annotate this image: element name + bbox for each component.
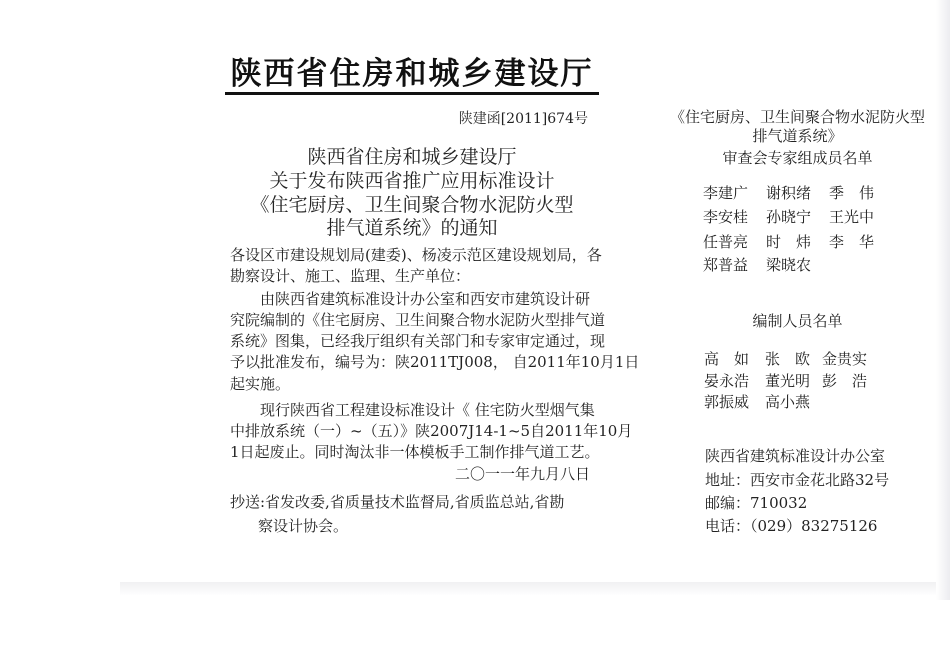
body-line: 1日起废止。同时淘汰非一体模板手工制作排气道工艺。	[230, 443, 600, 461]
review-title: 审查会专家组成员名单	[722, 149, 873, 167]
body-line: 各设区市建设规划局(建委)、杨凌示范区建设规划局，各	[230, 246, 602, 264]
person-name: 董光明	[765, 372, 811, 390]
notice-title-line: 关于发布陕西省推广应用标准设计	[269, 170, 555, 192]
scan-edge	[936, 0, 950, 600]
body-line: 现行陕西省工程建设标准设计《 住宅防火型烟气集	[230, 401, 595, 419]
header-rule	[225, 92, 599, 95]
review-title: 《住宅厨房、卫生间聚合物水泥防火型	[669, 108, 925, 126]
person-name: 李安桂	[703, 208, 749, 226]
agency-header: 陕西省住房和城乡建设厅	[230, 56, 594, 92]
person-name: 梁晓农	[766, 256, 812, 274]
notice-date: 二〇一一年九月八日	[454, 465, 590, 483]
body-line: 究院编制的《住宅厨房、卫生间聚合物水泥防火型排气道	[230, 311, 606, 329]
body-line: 系统》图集，已经我厅组织有关部门和专家审定通过，现	[230, 332, 606, 350]
scan-shadow	[120, 582, 950, 596]
document-number: 陕建函[2011]674号	[458, 111, 588, 127]
body-line: 勘察设计、施工、监理、生产单位：	[230, 267, 471, 285]
cc-line: 抄送:省发改委,省质量技术监督局,省质监总站,省勘	[230, 493, 565, 511]
person-name: 季 伟	[829, 184, 875, 202]
office-name: 陕西省建筑标准设计办公室	[705, 447, 886, 465]
office-phone: 电话：（029）83275126	[705, 517, 878, 535]
person-name: 郑普益	[703, 256, 749, 274]
body-line: 中排放系统（一）~（五）》陕2007J14-1~5自2011年10月	[230, 422, 633, 440]
person-name: 王光中	[829, 208, 875, 226]
person-name: 任普亮	[703, 233, 749, 251]
person-name: 谢积绪	[766, 184, 812, 202]
person-name: 晏永浩	[704, 372, 750, 390]
office-address: 地址：西安市金花北路32号	[705, 471, 890, 489]
person-name: 孙晓宁	[766, 208, 812, 226]
body-line: 起实施。	[230, 375, 291, 393]
office-postcode: 邮编：710032	[705, 494, 808, 512]
person-name: 高 如	[704, 350, 750, 368]
person-name: 李 华	[829, 233, 875, 251]
body-line: 由陕西省建筑标准设计办公室和西安市建筑设计研	[230, 290, 591, 308]
compilers-title: 编制人员名单	[752, 312, 843, 330]
notice-title-line: 《住宅厨房、卫生间聚合物水泥防火型	[250, 194, 574, 216]
person-name: 郭振威	[704, 393, 750, 411]
person-name: 金贵实	[822, 350, 868, 368]
person-name: 李建广	[703, 184, 749, 202]
body-line: 予以批准发布，编号为：陕2011TJ008， 自2011年10月1日	[230, 353, 640, 371]
notice-title-line: 陕西省住房和城乡建设厅	[307, 146, 517, 168]
person-name: 高小燕	[765, 393, 811, 411]
review-title: 排气道系统》	[752, 127, 843, 145]
notice-title-line: 排气道系统》的通知	[326, 217, 498, 239]
person-name: 张 欧	[765, 350, 811, 368]
cc-line: 察设计协会。	[258, 517, 349, 535]
person-name: 彭 浩	[822, 372, 868, 390]
person-name: 时 炜	[766, 233, 812, 251]
